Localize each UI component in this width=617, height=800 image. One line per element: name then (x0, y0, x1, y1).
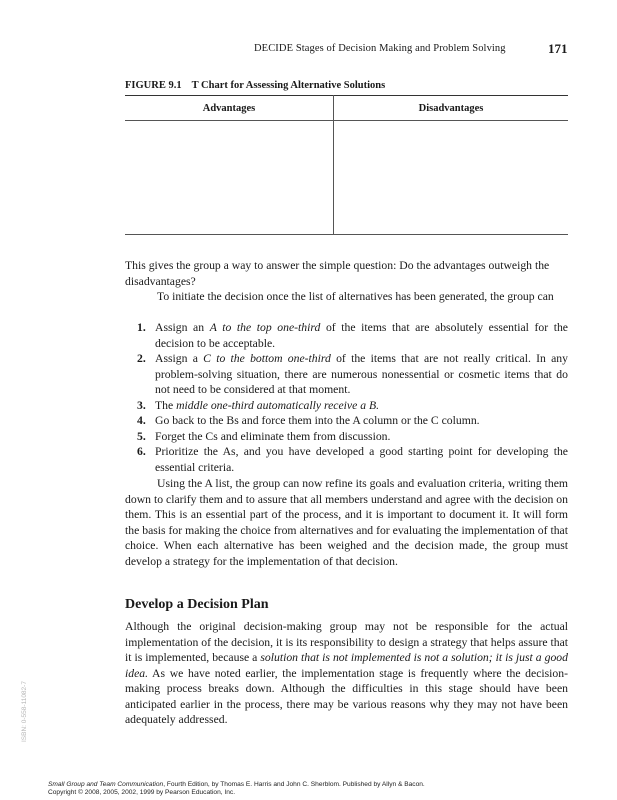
list-item-number: 6. (137, 445, 146, 458)
copyright-footer: Small Group and Team Communication, Fourth Edition, by Thomas E. Harris and John C. Sherblom. Published by Allyn & Bacon. Copyright © 2008, 2005, 2002, 1999 by Pearson Education, Inc. (48, 781, 425, 797)
isbn-sidebar: ISBN: 0-558-11082-7 (21, 681, 28, 742)
paragraph-2: To initiate the decision once the list of alternatives has been generated, the group can (157, 290, 554, 303)
list-item: 3. The middle one-third automatically receive a B. (137, 398, 380, 412)
list-item-number: 1. (137, 321, 146, 334)
list-item: 2. Assign a C to the bottom one-third of the items that are not really critical. In any problem-solving situation, there are numerous nonessential or cosmetic items that do not need to be considered at that moment. (137, 352, 568, 396)
list-item-number: 3. (137, 398, 146, 412)
section-heading: Develop a Decision Plan (125, 597, 269, 612)
footer-book-title: Small Group and Team Communication (48, 781, 164, 788)
t-chart-header-rule (125, 120, 568, 121)
list-item-number: 4. (137, 414, 146, 427)
running-head-title: DECIDE Stages of Decision Making and Problem Solving (254, 43, 506, 54)
t-chart-header-disadvantages: Disadvantages (418, 103, 484, 114)
running-head (0, 41, 617, 57)
page-number: 171 (548, 41, 568, 56)
list-item: 6. Prioritize the As, and you have developed a good starting point for developing the essential criteria. (137, 445, 568, 474)
list-item-number: 2. (137, 352, 146, 365)
figure-caption-text: T Chart for Assessing Alternative Solutions (191, 80, 386, 91)
t-chart-top-rule (125, 95, 568, 96)
t-chart-header-advantages: Advantages (202, 103, 256, 114)
list-item-number: 5. (137, 429, 146, 443)
footer-copyright: Copyright © 2008, 2005, 2002, 1999 by Pearson Education, Inc. (48, 789, 236, 797)
paragraph-1: This gives the group a way to answer the simple question: Do the advantages outweigh the disadvantages? (125, 259, 550, 288)
figure-caption (125, 80, 385, 91)
criteria-list (125, 320, 568, 475)
figure-number: FIGURE 9.1 (125, 80, 182, 91)
list-item: 5. Forget the Cs and eliminate them from discussion. (137, 429, 391, 443)
paragraph-4: Although the original decision-making group may not be responsible for the actual implementation of the decision, it is its responsibility to design a strategy that helps assure that it is implemented, because a solution that is not implemented is not a solution; it is just a good idea. As we have noted earlier, the implementation stage is frequently where the decision-making process breaks down. Although the difficulties in this stage should have been anticipated earlier in the process, there may be various reasons why they may not have been adequately addressed. (125, 620, 568, 726)
t-chart-divider (333, 95, 334, 234)
t-chart-bottom-rule (125, 234, 568, 235)
t-chart (125, 95, 568, 234)
list-item: 4. Go back to the Bs and force them into the A column or the C column. (137, 414, 480, 427)
list-item: 1. Assign an A to the top one-third of the items that are absolutely essential for the decision to be acceptable. (137, 321, 568, 350)
paragraph-3: Using the A list, the group can now refine its goals and evaluation criteria, writing them down to clarify them and to assure that all members understand and agree with the decision on them. This is an essential part of the process, and it is important to document it. It will form the basis for making the choice from alternatives and for evaluating the implementation of that choice. When each alternative has been weighed and the decision made, the group must develop a strategy for the implementation of that decision. (125, 477, 568, 568)
